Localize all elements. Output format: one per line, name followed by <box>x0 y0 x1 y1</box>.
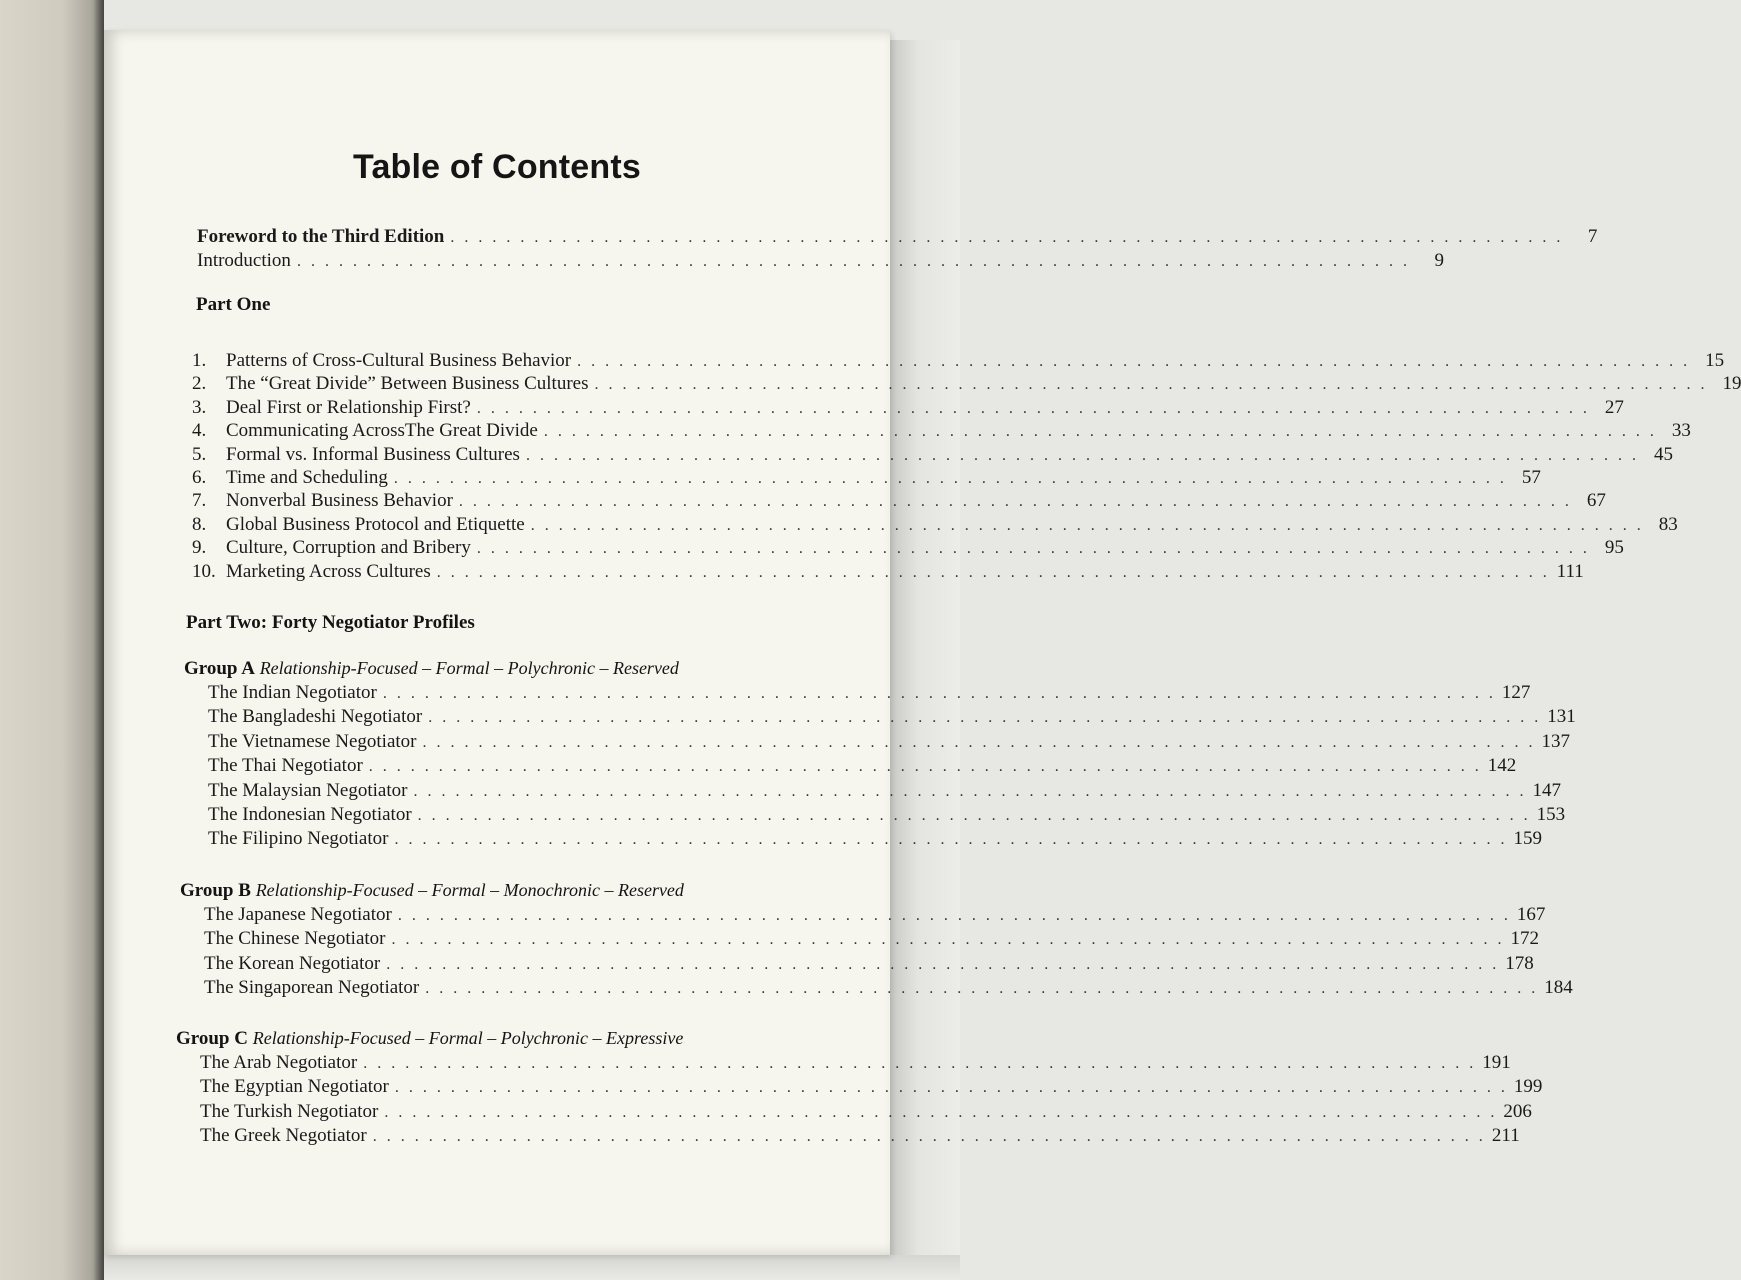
dot-leader: . . . . . . . . . . . . . . . . . . . . . . . . . . . . . . . . . . . . . . . . . . . . . . . . . . . . . . . . . . . . . . . . . . . . . . . . . . . . . . . . <box>436 563 1550 581</box>
page-number: 153 <box>1536 804 1566 825</box>
profile-entry <box>204 928 1540 952</box>
chapter-number: 3. <box>192 396 207 418</box>
entry-title: The Egyptian Negotiator <box>200 1076 389 1098</box>
dot-leader: . . . . . . . . . . . . . . . . . . . . . . . . . . . . . . . . . . . . . . . . . . . . . . . . . . . . . . . . . . . . . . . . . . . . . . . . . . . . . . . . <box>525 446 1639 464</box>
page-number: 27 <box>1604 396 1624 418</box>
page-number: 184 <box>1544 977 1573 999</box>
chapter-number: 9. <box>192 537 207 559</box>
toc-entry-introduction <box>197 250 1444 274</box>
entry-title: The “Great Divide” Between Business Cultures <box>226 373 589 395</box>
profile-entry <box>200 1125 1520 1149</box>
profile-entry <box>208 682 1531 706</box>
page-number: 137 <box>1541 730 1570 752</box>
part-two-heading: Part Two: Forty Negotiator Profiles <box>186 612 475 633</box>
profile-entry <box>204 952 1534 977</box>
group-description: Relationship-Focused – Formal – Polychronic – Reserved <box>259 658 679 678</box>
entry-title: The Vietnamese Negotiator <box>208 730 417 752</box>
dot-leader: . . . . . . . . . . . . . . . . . . . . . . . . . . . . . . . . . . . . . . . . . . . . . . . . . . . . . . . . . . . . . . . . . . . . . . . . . . . . . . . . <box>428 709 1542 727</box>
dot-leader: . . . . . . . . . . . . . . . . . . . . . . . . . . . . . . . . . . . . . . . . . . . . . . . . . . . . . . . . . . . . . . . . . . . . . . . . . . . . . . . . <box>296 253 1410 270</box>
entry-title: Communicating AcrossThe Great Divide <box>226 420 538 442</box>
entry-title: The Indonesian Negotiator <box>208 804 412 825</box>
dot-leader: . . . . . . . . . . . . . . . . . . . . . . . . . . . . . . . . . . . . . . . . . . . . . . . . . . . . . . . . . . . . . . . . . . . . . . . . . . . . . . . . <box>476 399 1590 417</box>
part-one-heading: Part One <box>196 294 271 315</box>
entry-title: The Thai Negotiator <box>208 755 363 777</box>
profile-entry <box>200 1076 1543 1100</box>
page-number: 131 <box>1547 706 1576 728</box>
entry-title: Patterns of Cross-Cultural Business Behavior <box>226 350 572 371</box>
dot-leader: . . . . . . . . . . . . . . . . . . . . . . . . . . . . . . . . . . . . . . . . . . . . . . . . . . . . . . . . . . . . . . . . . . . . . . . . . . . . . . . . <box>425 980 1539 998</box>
chapter-number: 6. <box>192 467 207 488</box>
dot-leader: . . . . . . . . . . . . . . . . . . . . . . . . . . . . . . . . . . . . . . . . . . . . . . . . . . . . . . . . . . . . . . . . . . . . . . . . . . . . . . . . <box>386 955 1500 973</box>
page-number: 67 <box>1586 490 1606 512</box>
dot-leader: . . . . . . . . . . . . . . . . . . . . . . . . . . . . . . . . . . . . . . . . . . . . . . . . . . . . . . . . . . . . . . . . . . . . . . . . . . . . . . . . <box>594 376 1708 394</box>
entry-title: Foreword to the Third Edition <box>197 226 445 247</box>
page-number: 178 <box>1505 952 1534 974</box>
dot-leader: . . . . . . . . . . . . . . . . . . . . . . . . . . . . . . . . . . . . . . . . . . . . . . . . . . . . . . . . . . . . . . . . . . . . . . . . . . . . . . . . <box>543 423 1657 441</box>
chapter-entry <box>192 373 1741 397</box>
entry-title: The Japanese Negotiator <box>204 904 392 925</box>
dot-leader: . . . . . . . . . . . . . . . . . . . . . . . . . . . . . . . . . . . . . . . . . . . . . . . . . . . . . . . . . . . . . . . . . . . . . . . . . . . . . . . . <box>393 470 1507 487</box>
profile-entry <box>208 804 1566 828</box>
entry-title: The Malaysian Negotiator <box>208 779 408 801</box>
entry-title: The Turkish Negotiator <box>200 1100 379 1122</box>
chapter-number: 7. <box>192 490 207 512</box>
chapter-entry <box>192 443 1673 468</box>
entry-title: Introduction <box>197 250 291 271</box>
dot-leader: . . . . . . . . . . . . . . . . . . . . . . . . . . . . . . . . . . . . . . . . . . . . . . . . . . . . . . . . . . . . . . . . . . . . . . . . . . . . . . . . <box>450 229 1564 246</box>
page-number: 19 <box>1722 373 1741 395</box>
group-heading <box>180 880 684 902</box>
dot-leader: . . . . . . . . . . . . . . . . . . . . . . . . . . . . . . . . . . . . . . . . . . . . . . . . . . . . . . . . . . . . . . . . . . . . . . . . . . . . . . . . <box>382 685 1496 702</box>
group-name: Group A <box>184 658 255 679</box>
entry-title: The Korean Negotiator <box>204 952 381 974</box>
chapter-number: 4. <box>192 420 207 442</box>
page-number: 142 <box>1487 755 1517 777</box>
entry-title: The Greek Negotiator <box>200 1125 367 1147</box>
page-number: 199 <box>1513 1076 1543 1098</box>
dot-leader: . . . . . . . . . . . . . . . . . . . . . . . . . . . . . . . . . . . . . . . . . . . . . . . . . . . . . . . . . . . . . . . . . . . . . . . . . . . . . . . . <box>372 1128 1486 1146</box>
chapter-number: 1. <box>192 350 207 371</box>
entry-title: The Arab Negotiator <box>200 1052 358 1073</box>
page-number: 211 <box>1491 1125 1520 1147</box>
dot-leader: . . . . . . . . . . . . . . . . . . . . . . . . . . . . . . . . . . . . . . . . . . . . . . . . . . . . . . . . . . . . . . . . . . . . . . . . . . . . . . . . <box>417 807 1531 824</box>
chapter-entry <box>192 513 1678 538</box>
dot-leader: . . . . . . . . . . . . . . . . . . . . . . . . . . . . . . . . . . . . . . . . . . . . . . . . . . . . . . . . . . . . . . . . . . . . . . . . . . . . . . . . <box>458 493 1572 511</box>
chapter-entry <box>192 537 1624 561</box>
page-number: 191 <box>1482 1052 1511 1073</box>
page-number: 57 <box>1521 467 1541 488</box>
profile-entry <box>208 755 1517 779</box>
page-number: 9 <box>1434 250 1444 271</box>
dot-leader: . . . . . . . . . . . . . . . . . . . . . . . . . . . . . . . . . . . . . . . . . . . . . . . . . . . . . . . . . . . . . . . . . . . . . . . . . . . . . . . . <box>368 758 1482 776</box>
page-number: 147 <box>1532 779 1561 801</box>
entry-title: The Singaporean Negotiator <box>204 977 420 999</box>
dot-leader: . . . . . . . . . . . . . . . . . . . . . . . . . . . . . . . . . . . . . . . . . . . . . . . . . . . . . . . . . . . . . . . . . . . . . . . . . . . . . . . . <box>476 540 1590 558</box>
page-number: 83 <box>1658 513 1678 535</box>
group-name: Group C <box>176 1028 248 1049</box>
entry-title: Global Business Protocol and Etiquette <box>226 513 525 535</box>
entry-title: Formal vs. Informal Business Cultures <box>226 443 520 465</box>
dot-leader: . . . . . . . . . . . . . . . . . . . . . . . . . . . . . . . . . . . . . . . . . . . . . . . . . . . . . . . . . . . . . . . . . . . . . . . . . . . . . . . . <box>577 353 1691 370</box>
book-page <box>104 30 1741 1255</box>
chapter-entry <box>192 467 1541 491</box>
page-bottom-edge <box>104 1255 960 1280</box>
page-number: 15 <box>1705 350 1725 371</box>
group-description: Relationship-Focused – Formal – Monochronic – Reserved <box>255 880 684 900</box>
profile-entry <box>200 1052 1511 1076</box>
entry-title: Time and Scheduling <box>226 467 388 488</box>
group-heading <box>184 658 679 680</box>
profile-entry <box>208 706 1576 730</box>
entry-title: The Bangladeshi Negotiator <box>208 706 423 728</box>
chapter-entry <box>192 420 1691 444</box>
entry-title: Deal First or Relationship First? <box>226 396 471 418</box>
dot-leader: . . . . . . . . . . . . . . . . . . . . . . . . . . . . . . . . . . . . . . . . . . . . . . . . . . . . . . . . . . . . . . . . . . . . . . . . . . . . . . . . <box>530 516 1644 534</box>
dot-leader: . . . . . . . . . . . . . . . . . . . . . . . . . . . . . . . . . . . . . . . . . . . . . . . . . . . . . . . . . . . . . . . . . . . . . . . . . . . . . . . . <box>422 733 1536 751</box>
page-number: 206 <box>1503 1100 1532 1122</box>
entry-title: The Filipino Negotiator <box>208 828 389 850</box>
entry-title: Marketing Across Cultures <box>226 560 431 582</box>
chapter-entry <box>192 350 1725 374</box>
page-number: 111 <box>1556 560 1584 582</box>
page-number: 127 <box>1501 682 1531 703</box>
chapter-entry <box>192 490 1606 514</box>
group-name: Group B <box>180 880 251 901</box>
group-description: Relationship-Focused – Formal – Polychronic – Expressive <box>252 1028 684 1048</box>
page-number: 159 <box>1513 828 1542 850</box>
entry-title: Nonverbal Business Behavior <box>226 490 453 512</box>
dot-leader: . . . . . . . . . . . . . . . . . . . . . . . . . . . . . . . . . . . . . . . . . . . . . . . . . . . . . . . . . . . . . . . . . . . . . . . . . . . . . . . . <box>413 782 1527 800</box>
group-heading <box>176 1028 683 1050</box>
dot-leader: . . . . . . . . . . . . . . . . . . . . . . . . . . . . . . . . . . . . . . . . . . . . . . . . . . . . . . . . . . . . . . . . . . . . . . . . . . . . . . . . <box>384 1103 1498 1121</box>
page-number: 33 <box>1671 420 1691 442</box>
dot-leader: . . . . . . . . . . . . . . . . . . . . . . . . . . . . . . . . . . . . . . . . . . . . . . . . . . . . . . . . . . . . . . . . . . . . . . . . . . . . . . . . <box>397 907 1511 924</box>
dot-leader: . . . . . . . . . . . . . . . . . . . . . . . . . . . . . . . . . . . . . . . . . . . . . . . . . . . . . . . . . . . . . . . . . . . . . . . . . . . . . . . . <box>394 831 1508 849</box>
facing-page-edge <box>0 0 104 1280</box>
chapter-entry <box>192 396 1624 421</box>
chapter-number: 8. <box>192 513 207 535</box>
chapter-number: 2. <box>192 373 207 395</box>
entry-title: The Indian Negotiator <box>208 682 377 703</box>
profile-entry <box>208 828 1542 852</box>
table-of-contents <box>104 30 1741 1255</box>
page-number: 172 <box>1510 928 1540 950</box>
toc-entry-foreword <box>197 226 1598 250</box>
page-number: 95 <box>1604 537 1624 559</box>
entry-title: The Chinese Negotiator <box>204 928 386 950</box>
chapter-number: 5. <box>192 443 207 465</box>
dot-leader: . . . . . . . . . . . . . . . . . . . . . . . . . . . . . . . . . . . . . . . . . . . . . . . . . . . . . . . . . . . . . . . . . . . . . . . . . . . . . . . . <box>363 1055 1477 1072</box>
chapter-number: 10. <box>192 560 216 582</box>
profile-entry <box>200 1100 1532 1125</box>
entry-title: Culture, Corruption and Bribery <box>226 537 471 559</box>
profile-entry <box>208 779 1561 804</box>
chapter-entry <box>192 560 1584 585</box>
page-number: 167 <box>1516 904 1546 925</box>
profile-entry <box>204 904 1546 928</box>
page-number: 7 <box>1587 226 1598 247</box>
profile-entry <box>204 977 1573 1001</box>
profile-entry <box>208 730 1570 755</box>
dot-leader: . . . . . . . . . . . . . . . . . . . . . . . . . . . . . . . . . . . . . . . . . . . . . . . . . . . . . . . . . . . . . . . . . . . . . . . . . . . . . . . . <box>394 1079 1508 1097</box>
page-title: Table of Contents <box>353 148 641 186</box>
page-number: 45 <box>1653 443 1673 465</box>
dot-leader: . . . . . . . . . . . . . . . . . . . . . . . . . . . . . . . . . . . . . . . . . . . . . . . . . . . . . . . . . . . . . . . . . . . . . . . . . . . . . . . . <box>391 931 1505 949</box>
